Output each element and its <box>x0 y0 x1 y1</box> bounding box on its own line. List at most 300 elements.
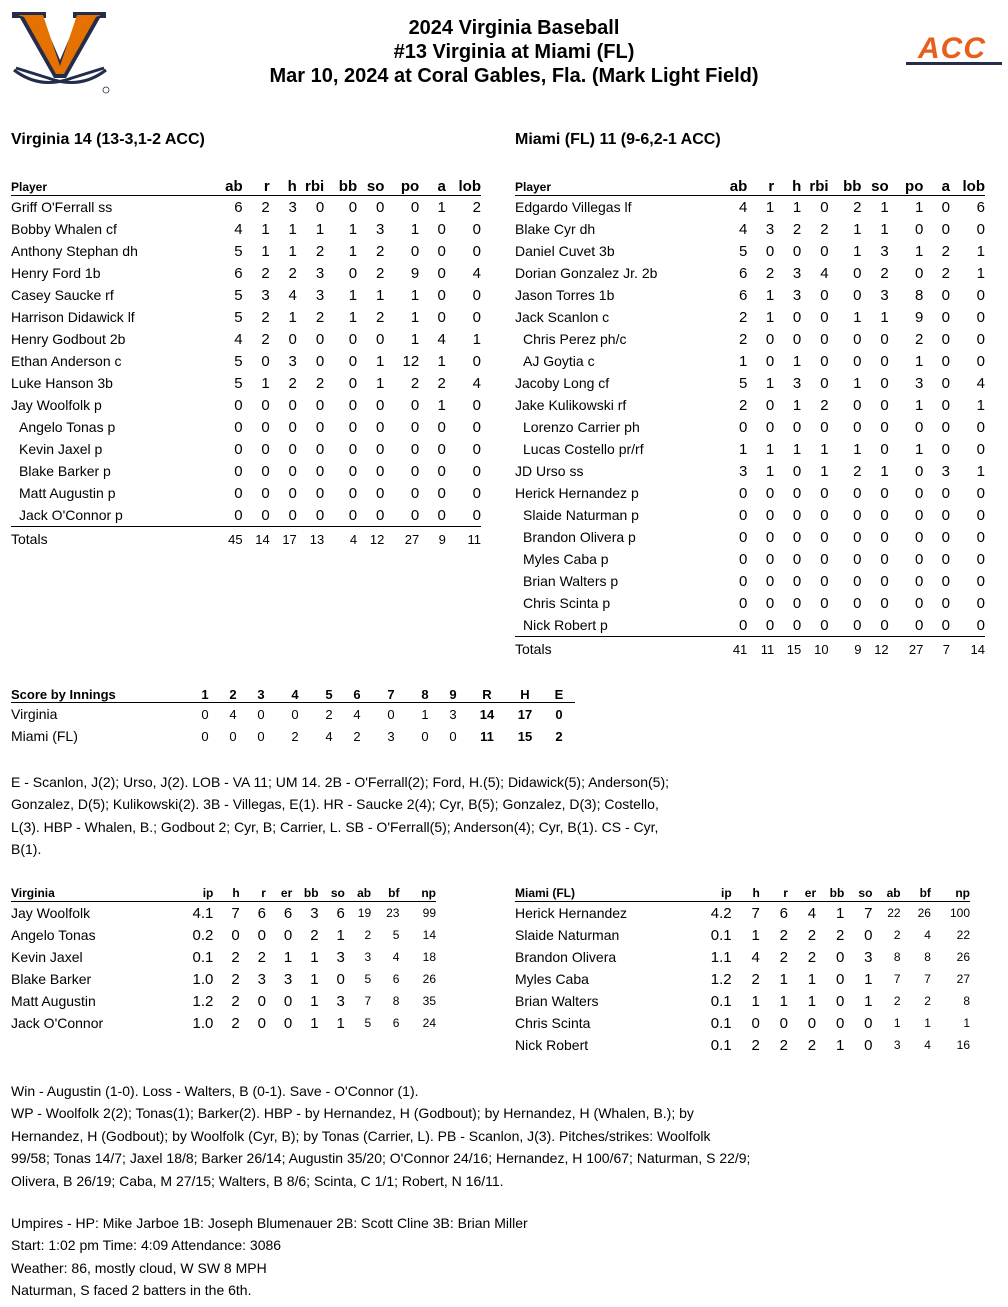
stat-cell: 2 <box>376 264 385 282</box>
stat-cell: 1 <box>853 242 862 260</box>
pitching-stat: 5 <box>392 928 400 942</box>
pitching-stat: 0 <box>283 1014 293 1032</box>
pitcher-name: Jay Woolfolk <box>11 905 91 921</box>
score-team: Virginia <box>11 706 58 722</box>
pitcher-name: Nick Robert <box>515 1037 589 1053</box>
stat-cell: 0 <box>915 506 924 524</box>
stat-cell: 0 <box>348 462 358 480</box>
stat-cell: 0 <box>915 572 924 590</box>
pitching-stat: 22 <box>887 906 901 920</box>
pitching-stat: 19 <box>357 906 372 920</box>
pitching-stat: 1 <box>751 992 760 1010</box>
stat-cell: 0 <box>880 440 889 458</box>
player-name: Bobby Whalen cf <box>11 221 117 237</box>
stat-cell: 3 <box>261 286 270 304</box>
pitching-stat: 1 <box>751 926 760 944</box>
stat-cell: 5 <box>738 374 748 392</box>
player-name: Daniel Cuvet 3b <box>515 243 615 259</box>
pitching-stat: 7 <box>924 972 931 986</box>
pitching-stat: 2 <box>257 948 266 966</box>
stat-cell: 2 <box>288 264 297 282</box>
rhe-header: H <box>507 686 543 703</box>
stat-cell: 0 <box>234 484 243 502</box>
col-header-h: h <box>270 178 297 196</box>
stat-cell: 4 <box>437 330 446 348</box>
col-header-r: r <box>243 178 270 196</box>
inning-score: 0 <box>449 728 457 744</box>
pitcher-name: Matt Augustin <box>11 993 96 1009</box>
pitching-header-row <box>11 885 436 902</box>
stat-cell: 0 <box>738 506 748 524</box>
stat-cell: 2 <box>376 308 385 326</box>
note-line: 99/58; Tonas 14/7; Jaxel 18/8; Barker 26/14; Augustin 35/20; O'Connor 24/16; Hernandez, H 100/67; Naturman, S 22/9; <box>11 1150 751 1167</box>
stat-cell: 0 <box>941 220 950 238</box>
stat-cell: 0 <box>348 264 358 282</box>
stat-cell: 1 <box>880 220 889 238</box>
stat-cell: 0 <box>234 462 243 480</box>
stat-cell: 0 <box>941 352 950 370</box>
pitching-stat: 16 <box>956 1038 970 1052</box>
stat-cell: 0 <box>923 614 950 637</box>
stat-cell: 0 <box>437 418 446 436</box>
stat-cell: 0 <box>765 506 775 524</box>
pitching-stat: 6 <box>779 904 788 922</box>
stat-cell: 0 <box>853 528 862 546</box>
player-name: Edgardo Villegas lf <box>515 199 632 215</box>
col-header-a: a <box>419 178 446 196</box>
stat-cell: 1 <box>348 286 358 304</box>
stat-cell: 1 <box>853 440 862 458</box>
col-header-ip: ip <box>183 885 213 902</box>
pitching-stat: 5 <box>364 972 372 986</box>
stat-cell: 0 <box>915 594 924 612</box>
col-header-lob: lob <box>446 178 481 196</box>
stat-cell: 3 <box>880 242 889 260</box>
stat-cell: 4 <box>976 374 985 392</box>
totals-row <box>515 637 985 662</box>
stat-cell: 4 <box>738 220 748 238</box>
stat-cell: 0 <box>853 264 862 282</box>
stat-cell: 3 <box>315 264 325 282</box>
stat-cell: 0 <box>941 308 950 326</box>
player-row <box>11 438 481 460</box>
stat-cell: 1 <box>261 220 270 238</box>
header-season: 2024 Virginia Baseball <box>408 17 620 39</box>
stat-cell: 3 <box>880 286 889 304</box>
pitching-stat: 22 <box>956 928 970 942</box>
inning-header: 8 <box>411 686 439 703</box>
stat-cell: 9 <box>410 264 420 282</box>
player-row <box>515 504 985 526</box>
col-header-ab: ab <box>872 885 900 902</box>
player-name: Jay Woolfolk p <box>11 397 102 413</box>
pitching-stat: 7 <box>893 972 901 986</box>
pitching-stat: 4 <box>751 948 760 966</box>
inning-header: 4 <box>275 686 315 703</box>
stat-cell: 0 <box>820 528 829 546</box>
pitching-stat: 1 <box>336 1014 345 1032</box>
pitching-stat: 1.1 <box>710 948 732 966</box>
stat-cell: 1 <box>261 374 270 392</box>
stat-cell: 1 <box>792 440 802 458</box>
pitching-stat: 0.1 <box>710 1036 732 1054</box>
stat-cell: 0 <box>472 440 481 458</box>
player-row <box>11 218 481 240</box>
pitching-stat: 1 <box>893 1016 901 1030</box>
stat-cell: 1 <box>288 308 297 326</box>
player-name: Ethan Anderson c <box>11 353 122 369</box>
stat-cell: 0 <box>853 330 862 348</box>
header-row <box>515 178 985 196</box>
stat-cell: 0 <box>820 374 829 392</box>
pitching-stat: 26 <box>422 972 436 986</box>
pitcher-row <box>11 924 436 946</box>
totals-cell: 12 <box>369 531 385 547</box>
stat-cell: 0 <box>765 528 775 546</box>
player-row <box>515 262 985 284</box>
pitching-stat: 1 <box>336 926 345 944</box>
pitching-stat: 4 <box>392 950 400 964</box>
totals-cell: 14 <box>255 531 270 547</box>
totals-cell: 14 <box>970 641 985 657</box>
rhe-header: E <box>543 686 575 703</box>
inning-header: 7 <box>371 686 411 703</box>
pitching-notes <box>11 1080 801 1192</box>
stat-cell: 0 <box>941 198 950 216</box>
player-name: Dorian Gonzalez Jr. 2b <box>515 265 658 281</box>
stat-cell: 0 <box>792 330 802 348</box>
pitcher-name: Herick Hernandez <box>515 905 628 921</box>
pitching-stat: 2 <box>231 992 240 1010</box>
totals-label: Totals <box>515 641 552 657</box>
stat-cell: 0 <box>915 550 924 568</box>
col-header-h: h <box>774 178 801 196</box>
col-header-so: so <box>844 885 872 902</box>
col-header-ab: ab <box>215 178 242 196</box>
stat-cell: 1 <box>792 352 802 370</box>
stat-cell: 0 <box>915 418 924 436</box>
stat-cell: 0 <box>853 572 862 590</box>
stat-cell: 0 <box>315 352 325 370</box>
stat-cell: 0 <box>472 352 481 370</box>
player-name: AJ Goytia c <box>523 353 595 369</box>
stat-cell: 0 <box>747 614 774 637</box>
stat-cell: 0 <box>234 396 243 414</box>
pitching-stat: 3 <box>336 948 345 966</box>
pitching-stat: 0 <box>283 926 293 944</box>
player-name: Chris Scinta p <box>523 595 611 611</box>
note-line: L(3). HBP - Whalen, B.; Godbout 2; Cyr, B; Carrier, L. SB - O'Ferrall(5); Anderson(4); Cyr, B(1). CS - Cyr, <box>11 818 659 835</box>
pitching-stat: 0 <box>864 1036 873 1054</box>
stat-cell: 0 <box>976 572 985 590</box>
player-row <box>11 504 481 527</box>
stat-cell: 0 <box>941 506 950 524</box>
note-line: B(1). <box>11 841 42 858</box>
stat-cell: 1 <box>376 374 385 392</box>
pitching-stat: 0 <box>835 1014 845 1032</box>
stat-cell: 0 <box>853 286 862 304</box>
inning-header: 6 <box>343 686 371 703</box>
stat-cell: 1 <box>976 264 985 282</box>
stat-cell: 1 <box>792 396 802 414</box>
pitching-stat: 6 <box>392 972 400 986</box>
player-row <box>515 284 985 306</box>
stat-cell: 1 <box>976 396 985 414</box>
stat-cell: 3 <box>288 352 297 370</box>
stat-cell: 6 <box>976 198 985 216</box>
stat-cell: 0 <box>792 484 802 502</box>
pitching-stat: 2 <box>807 948 817 966</box>
stat-cell: 1 <box>880 308 889 326</box>
pitching-stat: 1 <box>864 992 873 1010</box>
stat-cell: 1 <box>738 352 748 370</box>
stat-cell: 2 <box>376 242 385 260</box>
totals-cell: 45 <box>228 531 243 547</box>
stat-cell: 0 <box>820 352 829 370</box>
inning-header: 9 <box>439 686 467 703</box>
stat-cell: 0 <box>765 352 775 370</box>
col-header-bb: bb <box>292 885 318 902</box>
pitching-stat: 1.0 <box>192 970 214 988</box>
stat-cell: 0 <box>941 550 950 568</box>
player-name: Henry Ford 1b <box>11 265 101 281</box>
stat-cell: 0 <box>880 330 889 348</box>
stat-cell: 0 <box>915 264 924 282</box>
pitching-stat: 1 <box>310 970 319 988</box>
pitching-stat: 7 <box>231 904 240 922</box>
note-line: Start: 1:02 pm Time: 4:09 Attendance: 3086 <box>11 1237 282 1254</box>
score-header-row <box>11 686 575 703</box>
col-header-np: np <box>399 885 436 902</box>
stat-cell: 0 <box>820 594 829 612</box>
stat-cell: 0 <box>419 504 446 527</box>
player-row <box>11 350 481 372</box>
stat-cell: 2 <box>853 462 862 480</box>
stat-cell: 1 <box>915 242 924 260</box>
stat-cell: 2 <box>261 198 270 216</box>
player-row <box>515 548 985 570</box>
pitcher-name: Slaide Naturman <box>515 927 620 943</box>
pitcher-name: Myles Caba <box>515 971 589 987</box>
stat-cell: 0 <box>234 440 243 458</box>
rhe-header: R <box>467 686 507 703</box>
stat-cell: 0 <box>348 484 358 502</box>
player-row <box>515 350 985 372</box>
pitcher-name: Angelo Tonas <box>11 927 96 943</box>
pitching-stat: 100 <box>949 906 970 920</box>
pitching-stat: 1.0 <box>192 1014 214 1032</box>
stat-cell: 0 <box>376 462 385 480</box>
pitching-stat: 6 <box>257 904 266 922</box>
stat-cell: 0 <box>472 484 481 502</box>
stat-cell: 4 <box>472 374 481 392</box>
player-row <box>11 306 481 328</box>
stat-cell: 0 <box>288 418 297 436</box>
stat-cell: 1 <box>765 440 775 458</box>
pitching-header-row <box>515 885 970 902</box>
stat-cell: 0 <box>472 242 481 260</box>
stat-cell: 0 <box>738 418 748 436</box>
stat-cell: 0 <box>820 198 829 216</box>
player-row <box>515 570 985 592</box>
inning-header: 5 <box>315 686 343 703</box>
stat-cell: 1 <box>915 198 924 216</box>
page-header <box>0 16 1008 88</box>
col-header-er: er <box>788 885 816 902</box>
pitcher-row <box>515 924 970 946</box>
pitching-stat: 35 <box>422 994 436 1008</box>
pitching-stat: 3 <box>283 970 293 988</box>
stat-cell: 0 <box>288 440 297 458</box>
pitching-stat: 2 <box>231 948 240 966</box>
inning-header: 3 <box>247 686 275 703</box>
stat-cell: 6 <box>234 198 243 216</box>
score-by-innings-table <box>11 686 575 747</box>
stat-cell: 2 <box>315 308 325 326</box>
stat-cell: 0 <box>792 550 802 568</box>
stat-cell: 0 <box>853 396 862 414</box>
stat-cell: 3 <box>738 462 748 480</box>
stat-cell: 2 <box>738 308 748 326</box>
stat-cell: 0 <box>437 462 446 480</box>
stat-cell: 0 <box>315 484 325 502</box>
totals-cell: 12 <box>874 641 889 657</box>
note-line: Naturman, S faced 2 batters in the 6th. <box>11 1282 252 1299</box>
stat-cell: 0 <box>941 330 950 348</box>
stat-cell: 0 <box>853 484 862 502</box>
stat-cell: 0 <box>880 484 889 502</box>
stat-cell: 0 <box>348 418 358 436</box>
pitching-stat: 2 <box>231 1014 240 1032</box>
pitching-stat: 0 <box>257 926 266 944</box>
stat-cell: 0 <box>376 484 385 502</box>
player-row <box>515 526 985 548</box>
stat-cell: 0 <box>410 462 420 480</box>
stat-cell: 2 <box>315 242 325 260</box>
stat-cell: 0 <box>437 440 446 458</box>
stat-cell: 1 <box>348 220 358 238</box>
stat-cell: 0 <box>348 198 358 216</box>
pitching-stat: 8 <box>963 994 970 1008</box>
stat-cell: 0 <box>853 352 862 370</box>
player-name: Henry Godbout 2b <box>11 331 126 347</box>
pitching-stat: 6 <box>283 904 293 922</box>
player-name: Lorenzo Carrier ph <box>523 419 640 435</box>
pitching-stat: 0 <box>231 926 240 944</box>
note-line: Weather: 86, mostly cloud, W SW 8 MPH <box>11 1259 267 1276</box>
stat-cell: 0 <box>288 396 297 414</box>
totals-cell: 17 <box>282 531 297 547</box>
stat-cell: 1 <box>315 220 325 238</box>
away-team-heading: Virginia 14 (13-3,1-2 ACC) <box>11 131 205 148</box>
pitcher-name: Brandon Olivera <box>515 949 617 965</box>
player-row <box>11 196 481 219</box>
player-name: Luke Hanson 3b <box>11 375 113 391</box>
col-header-rbi: rbi <box>801 178 828 196</box>
stat-cell: 0 <box>792 594 802 612</box>
pitching-stat: 7 <box>751 904 760 922</box>
stat-cell: 0 <box>348 330 358 348</box>
stat-cell: 0 <box>472 462 481 480</box>
stat-cell: 0 <box>880 352 889 370</box>
player-name: Herick Hernandez p <box>515 485 639 501</box>
pitcher-row <box>515 946 970 968</box>
stat-cell: 0 <box>315 440 325 458</box>
pitcher-name: Chris Scinta <box>515 1015 591 1031</box>
stat-cell: 3 <box>792 286 802 304</box>
stat-cell: 0 <box>774 614 801 637</box>
stat-cell: 0 <box>348 440 358 458</box>
pitching-stat: 0 <box>779 1014 788 1032</box>
pitching-stat: 1.2 <box>710 970 732 988</box>
rhe-value: 14 <box>479 706 495 722</box>
away-batting-table <box>11 178 481 551</box>
player-name: Matt Augustin p <box>19 485 116 501</box>
col-header-so: so <box>861 178 888 196</box>
stat-cell: 0 <box>437 308 446 326</box>
inning-score: 0 <box>229 728 237 744</box>
player-name: Jack Scanlon c <box>515 309 610 325</box>
pitching-stat: 18 <box>422 950 436 964</box>
stat-cell: 1 <box>765 308 775 326</box>
player-name: Harrison Didawick lf <box>11 309 135 325</box>
stat-cell: 0 <box>261 352 270 370</box>
stat-cell: 0 <box>915 528 924 546</box>
stat-cell: 0 <box>853 594 862 612</box>
pitching-stat: 0 <box>807 1014 817 1032</box>
col-header-rbi: rbi <box>297 178 324 196</box>
stat-cell: 0 <box>950 614 985 637</box>
player-row <box>11 482 481 504</box>
pitching-stat: 1 <box>807 992 817 1010</box>
pitching-team: Virginia <box>11 885 183 902</box>
stat-cell: 0 <box>941 374 950 392</box>
player-name: Casey Saucke rf <box>11 287 114 303</box>
stat-cell: 4 <box>288 286 297 304</box>
stat-cell: 3 <box>915 374 924 392</box>
pitching-stat: 6 <box>392 1016 400 1030</box>
stat-cell: 0 <box>976 286 985 304</box>
col-header-bb: bb <box>816 885 844 902</box>
stat-cell: 0 <box>243 504 270 527</box>
pitcher-name: Kevin Jaxel <box>11 949 83 965</box>
pitching-stat: 0 <box>257 992 266 1010</box>
note-line: Umpires - HP: Mike Jarboe 1B: Joseph Blumenauer 2B: Scott Cline 3B: Brian Miller <box>11 1215 528 1231</box>
rhe-value: 15 <box>517 728 533 744</box>
note-line: E - Scanlon, J(2); Urso, J(2). LOB - VA 11; UM 14. 2B - O'Ferrall(2); Ford, H.(5); Didawick(5); Anderson(5); <box>11 774 670 790</box>
stat-cell: 0 <box>820 330 829 348</box>
stat-cell: 0 <box>880 528 889 546</box>
player-name: Nick Robert p <box>515 614 720 637</box>
pitching-stat: 2 <box>835 926 845 944</box>
stat-cell: 3 <box>376 220 385 238</box>
stat-cell: 0 <box>941 286 950 304</box>
stat-cell: 0 <box>792 572 802 590</box>
stat-cell: 0 <box>820 308 829 326</box>
stat-cell: 0 <box>765 330 775 348</box>
totals-cell: 15 <box>786 641 802 657</box>
totals-cell: 9 <box>854 641 862 657</box>
pitching-stat: 8 <box>893 950 901 964</box>
pitching-stat: 0.1 <box>710 992 732 1010</box>
stat-cell: 2 <box>941 242 950 260</box>
header-row <box>11 178 481 196</box>
stat-cell: 2 <box>261 330 270 348</box>
away-pitching-table <box>11 885 436 1034</box>
pitching-stat: 1 <box>310 992 319 1010</box>
pitching-stat: 2 <box>751 1036 760 1054</box>
stat-cell: 3 <box>315 286 325 304</box>
